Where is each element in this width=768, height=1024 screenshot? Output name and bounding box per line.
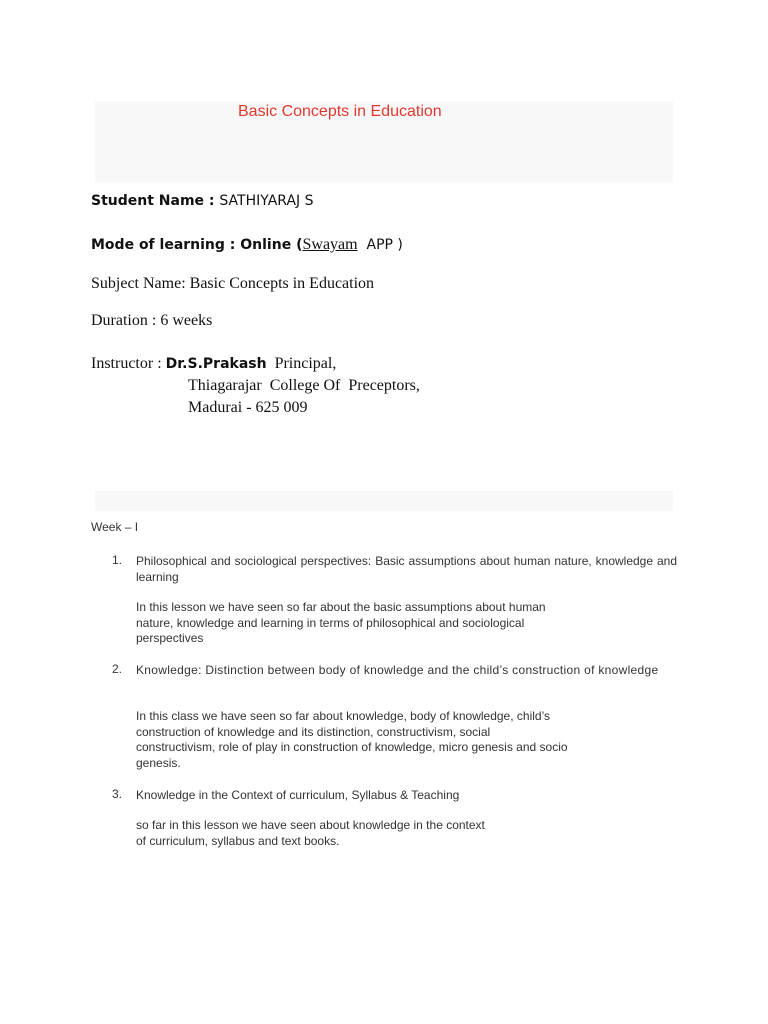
document-title: Basic Concepts in Education	[238, 103, 442, 120]
body-line: perspectives	[136, 631, 204, 645]
instructor-label: Instructor :	[91, 355, 166, 372]
list-item-number: 3.	[112, 787, 123, 801]
mode-app: Swayam	[302, 236, 358, 253]
student-name-line	[91, 193, 313, 209]
instructor-role: Principal,	[266, 355, 337, 372]
list-item-heading: Knowledge in the Context of curriculum, Syllabus & Teaching	[136, 788, 460, 802]
instructor-address-2: Madurai - 625 009	[188, 399, 308, 416]
student-name-value: SATHIYARAJ S	[219, 193, 314, 209]
section-divider	[95, 491, 673, 511]
mode-suffix: APP )	[357, 237, 403, 253]
list-item-heading: Philosophical and sociological perspectives: Basic assumptions about human nature, knowledge and learning	[136, 554, 677, 584]
body-line: construction of knowledge and its distinction, constructivism, social	[136, 724, 491, 739]
body-line: genesis.	[136, 755, 181, 770]
list-item-body	[136, 818, 485, 849]
subject-line: Subject Name: Basic Concepts in Education	[91, 275, 375, 292]
mode-label: Mode of learning : Online (	[91, 237, 303, 253]
list-item-body	[136, 709, 568, 771]
body-line: nature, knowledge and learning in terms of philosophical and sociological	[136, 615, 525, 630]
body-line: of curriculum, syllabus and text books.	[136, 833, 340, 848]
body-line: constructivism, role of play in construction of knowledge, micro genesis and socio	[136, 740, 568, 754]
duration-line: Duration : 6 weeks	[91, 312, 213, 329]
instructor-address-1: Thiagarajar College Of Preceptors,	[188, 377, 420, 394]
mode-line	[91, 236, 403, 254]
list-item-body	[136, 600, 546, 647]
body-line: so far in this lesson we have seen about knowledge in the context	[136, 818, 485, 832]
instructor-line	[91, 355, 336, 373]
instructor-name: Dr.S.Prakash	[165, 356, 267, 372]
week-label: Week – I	[91, 520, 139, 534]
body-line: In this lesson we have seen so far about the basic assumptions about human	[136, 600, 546, 614]
list-item-number: 1.	[112, 553, 123, 567]
list-item-number: 2.	[112, 662, 123, 676]
body-line: In this class we have seen so far about knowledge, body of knowledge, child’s	[136, 709, 551, 723]
list-item-heading: Knowledge: Distinction between body of knowledge and the child’s construction of knowledge	[136, 663, 659, 677]
student-name-label: Student Name :	[91, 193, 220, 209]
